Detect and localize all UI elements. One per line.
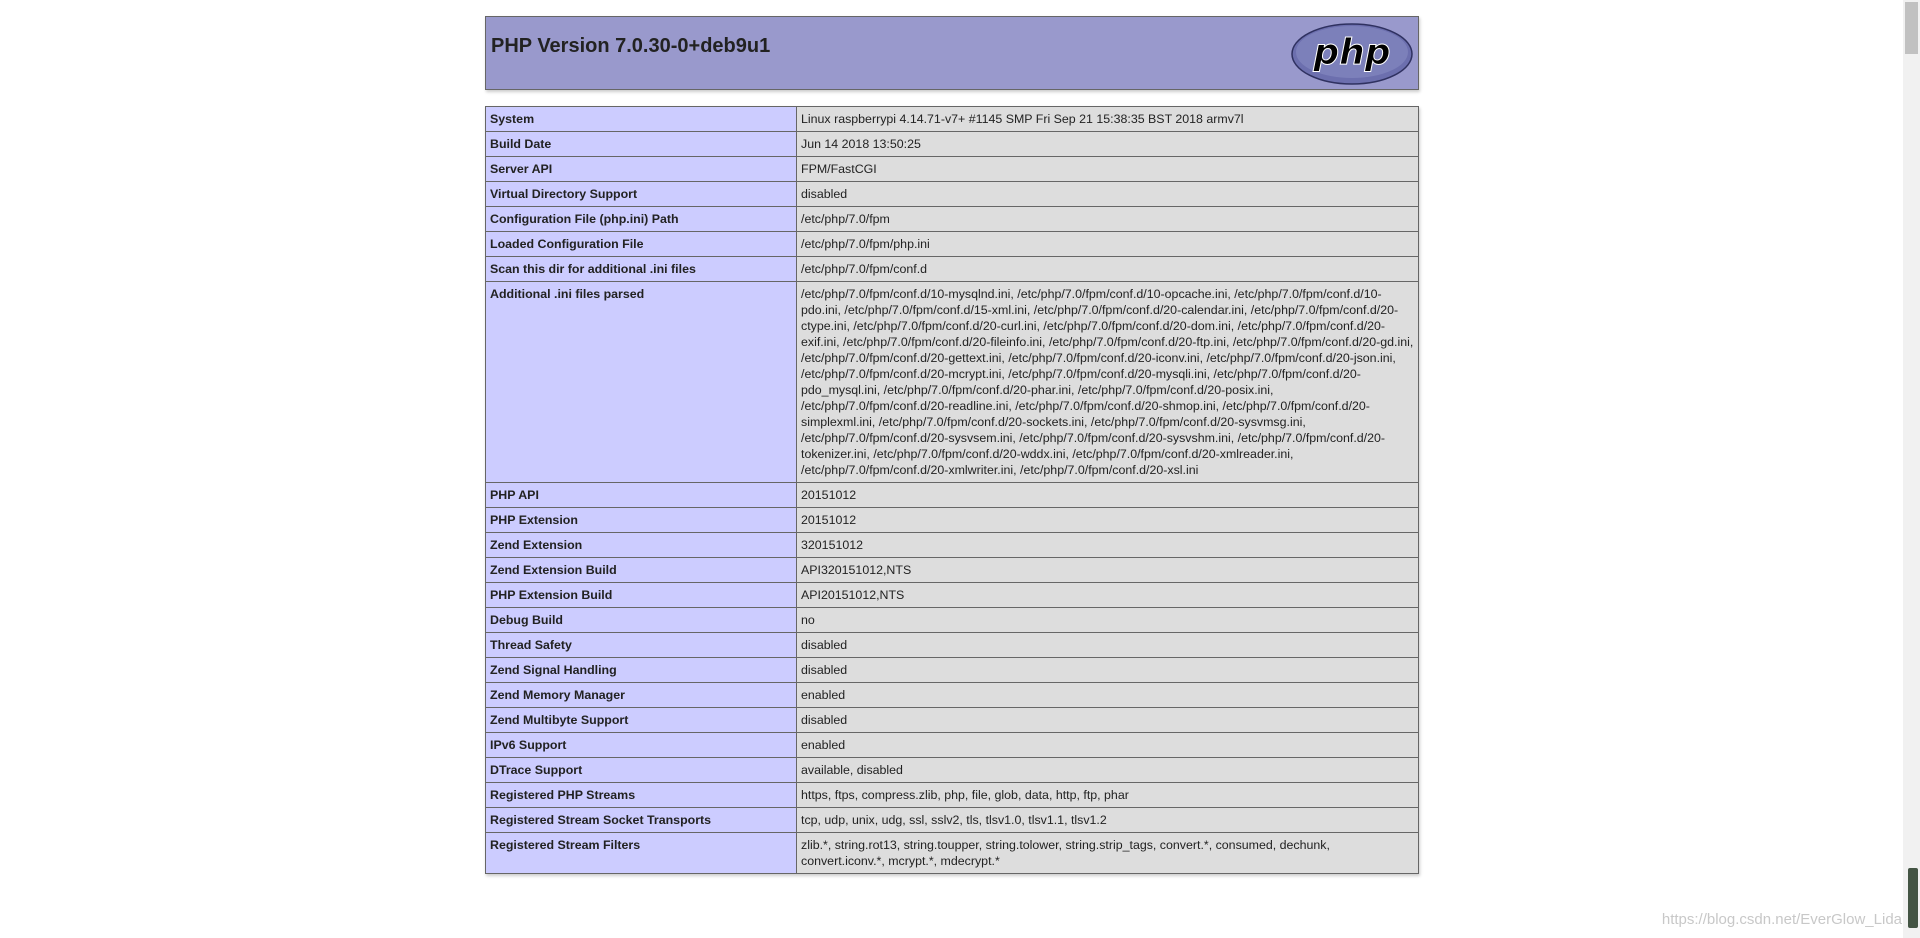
- row-value: /etc/php/7.0/fpm/conf.d/10-mysqlnd.ini, /etc/php/7.0/fpm/conf.d/10-opcache.ini, /etc/php/7.0/fpm/conf.d/10-pdo.ini, /etc/php/7.0/fpm/conf.d/15-xml.ini, /etc/php/7.0/fpm/conf.d/20-calendar.ini, /etc/php/7.0/fpm/conf.d/20-ctype.ini, /etc/php/7.0/fpm/conf.d/20-curl.ini, /etc/php/7.0/fpm/conf.d/20-dom.ini, /etc/php/7.0/fpm/conf.d/20-exif.ini, /etc/php/7.0/fpm/conf.d/20-fileinfo.ini, /etc/php/7.0/fpm/conf.d/20-ftp.ini, /etc/php/7.0/fpm/conf.d/20-gd.ini, /etc/php/7.0/fpm/conf.d/20-gettext.ini, /etc/php/7.0/fpm/conf.d/20-iconv.ini, /etc/php/7.0/fpm/conf.d/20-json.ini, /etc/php/7.0/fpm/conf.d/20-mcrypt.ini, /etc/php/7.0/fpm/conf.d/20-mysqli.ini, /etc/php/7.0/fpm/conf.d/20-pdo_mysql.ini, /etc/php/7.0/fpm/conf.d/20-phar.ini, /etc/php/7.0/fpm/conf.d/20-posix.ini, /etc/php/7.0/fpm/conf.d/20-readline.ini, /etc/php/7.0/fpm/conf.d/20-shmop.ini, /etc/php/7.0/fpm/conf.d/20-simplexml.ini, /etc/php/7.0/fpm/conf.d/20-sockets.ini, /etc/php/7.0/fpm/conf.d/20-sysvmsg.ini, /etc/php/7.0/fpm/conf.d/20-sysvsem.ini, /etc/php/7.0/fpm/conf.d/20-sysvshm.ini, /etc/php/7.0/fpm/conf.d/20-tokenizer.ini, /etc/php/7.0/fpm/conf.d/20-wddx.ini, /etc/php/7.0/fpm/conf.d/20-xmlreader.ini, /etc/php/7.0/fpm/conf.d/20-xmlwriter.ini, /etc/php/7.0/fpm/conf.d/20-xsl.ini: [797, 282, 1419, 483]
- table-row: [486, 207, 1419, 232]
- table-row: [486, 182, 1419, 207]
- row-key: System: [486, 107, 797, 132]
- row-value: available, disabled: [797, 758, 1419, 783]
- table-row: [486, 608, 1419, 633]
- row-key: Registered Stream Filters: [486, 833, 797, 874]
- table-row: [486, 257, 1419, 282]
- row-value: Linux raspberrypi 4.14.71-v7+ #1145 SMP Fri Sep 21 15:38:35 BST 2018 armv7l: [797, 107, 1419, 132]
- row-key: Scan this dir for additional .ini files: [486, 257, 797, 282]
- side-widget-icon[interactable]: [1908, 868, 1918, 928]
- row-key: Configuration File (php.ini) Path: [486, 207, 797, 232]
- row-value: tcp, udp, unix, udg, ssl, sslv2, tls, tlsv1.0, tlsv1.1, tlsv1.2: [797, 808, 1419, 833]
- vertical-scrollbar[interactable]: [1903, 0, 1920, 938]
- row-key: Zend Multibyte Support: [486, 708, 797, 733]
- table-row: [486, 808, 1419, 833]
- row-value: 20151012: [797, 483, 1419, 508]
- row-value: disabled: [797, 633, 1419, 658]
- table-row: [486, 708, 1419, 733]
- php-logo-text: php: [1313, 32, 1391, 73]
- row-key: Additional .ini files parsed: [486, 282, 797, 483]
- row-key: Zend Memory Manager: [486, 683, 797, 708]
- row-key: PHP Extension Build: [486, 583, 797, 608]
- table-row: [486, 658, 1419, 683]
- row-key: Build Date: [486, 132, 797, 157]
- table-row: [486, 633, 1419, 658]
- row-value: enabled: [797, 683, 1419, 708]
- php-version-header: [485, 16, 1419, 90]
- row-value: API20151012,NTS: [797, 583, 1419, 608]
- table-row: [486, 132, 1419, 157]
- row-value: disabled: [797, 708, 1419, 733]
- row-value: disabled: [797, 658, 1419, 683]
- row-key: Virtual Directory Support: [486, 182, 797, 207]
- row-key: Server API: [486, 157, 797, 182]
- row-value: https, ftps, compress.zlib, php, file, glob, data, http, ftp, phar: [797, 783, 1419, 808]
- row-value: /etc/php/7.0/fpm/conf.d: [797, 257, 1419, 282]
- watermark-text: https://blog.csdn.net/EverGlow_Lida: [1661, 911, 1902, 928]
- php-logo-icon[interactable]: [1290, 22, 1414, 86]
- row-value: /etc/php/7.0/fpm/php.ini: [797, 232, 1419, 257]
- row-value: no: [797, 608, 1419, 633]
- table-row: [486, 758, 1419, 783]
- table-row: [486, 157, 1419, 182]
- row-value: 320151012: [797, 533, 1419, 558]
- table-row: [486, 483, 1419, 508]
- row-key: PHP Extension: [486, 508, 797, 533]
- row-value: /etc/php/7.0/fpm: [797, 207, 1419, 232]
- row-key: Zend Extension: [486, 533, 797, 558]
- table-row: [486, 733, 1419, 758]
- row-value: zlib.*, string.rot13, string.toupper, string.tolower, string.strip_tags, convert.*, consumed, dechunk, convert.iconv.*, mcrypt.*, mdecrypt.*: [797, 833, 1419, 874]
- row-value: disabled: [797, 182, 1419, 207]
- system-info-table: [485, 106, 1419, 874]
- table-row: [486, 107, 1419, 132]
- row-value: 20151012: [797, 508, 1419, 533]
- row-key: IPv6 Support: [486, 733, 797, 758]
- row-value: enabled: [797, 733, 1419, 758]
- row-key: PHP API: [486, 483, 797, 508]
- row-key: DTrace Support: [486, 758, 797, 783]
- table-row: [486, 282, 1419, 483]
- row-key: Zend Signal Handling: [486, 658, 797, 683]
- row-key: Registered Stream Socket Transports: [486, 808, 797, 833]
- row-key: Thread Safety: [486, 633, 797, 658]
- table-row: [486, 583, 1419, 608]
- phpinfo-page: [485, 16, 1419, 874]
- row-key: Loaded Configuration File: [486, 232, 797, 257]
- table-row: [486, 783, 1419, 808]
- table-row: [486, 508, 1419, 533]
- table-row: [486, 683, 1419, 708]
- table-row: [486, 558, 1419, 583]
- table-row: [486, 533, 1419, 558]
- table-row: [486, 232, 1419, 257]
- scrollbar-thumb[interactable]: [1905, 2, 1918, 54]
- row-value: FPM/FastCGI: [797, 157, 1419, 182]
- table-row: [486, 833, 1419, 874]
- row-key: Debug Build: [486, 608, 797, 633]
- row-value: API320151012,NTS: [797, 558, 1419, 583]
- row-value: Jun 14 2018 13:50:25: [797, 132, 1419, 157]
- page-title: PHP Version 7.0.30-0+deb9u1: [491, 35, 771, 57]
- row-key: Registered PHP Streams: [486, 783, 797, 808]
- row-key: Zend Extension Build: [486, 558, 797, 583]
